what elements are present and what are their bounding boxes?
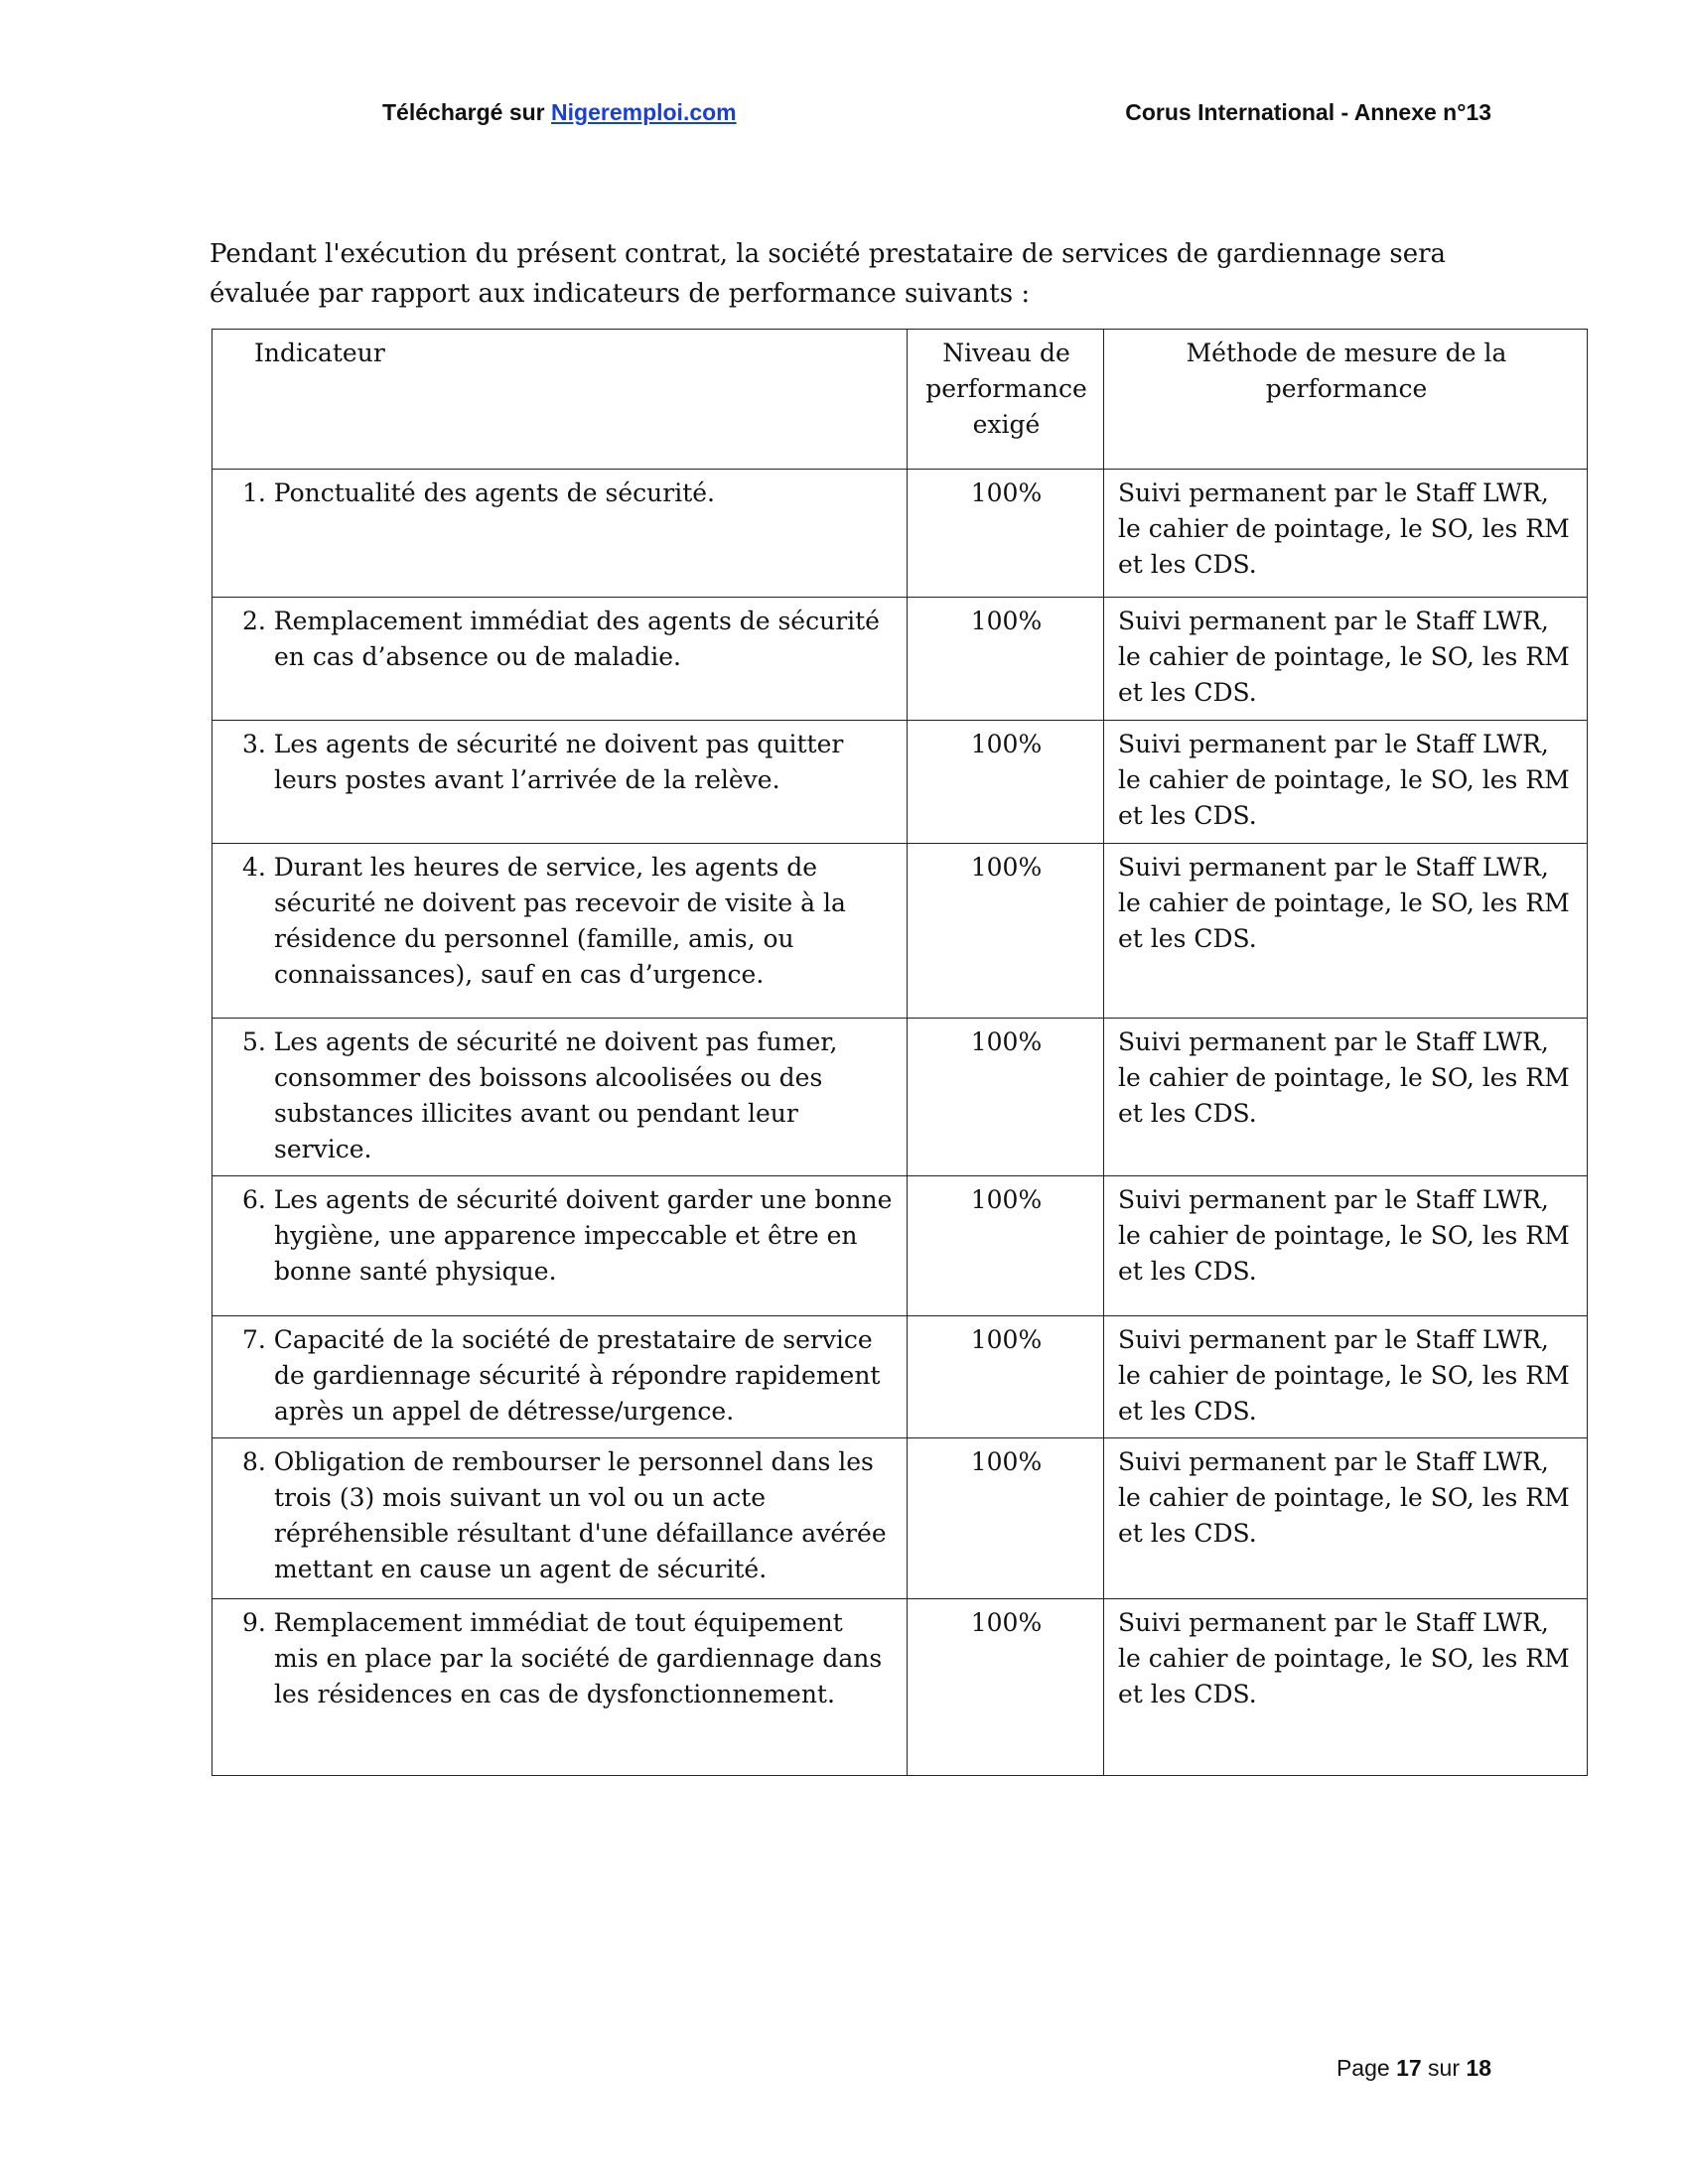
table-row — [212, 1176, 1588, 1316]
level-cell: 100% — [908, 844, 1104, 1019]
download-prefix: Téléchargé sur — [382, 99, 552, 125]
indicator-text: 8. Obligation de rembourser le personnel dans les trois (3) mois suivant un vol ou un acte répréhensible résultant d'une défaillance avérée mettant en cause un agent de sécurité. — [242, 1447, 887, 1583]
indicator-cell — [212, 1176, 908, 1316]
header-method: Méthode de mesure de la performance — [1104, 330, 1588, 470]
header-level: Niveau de performance exigé — [908, 330, 1104, 470]
indicator-cell — [212, 1316, 908, 1438]
table-row — [212, 844, 1588, 1019]
indicator-cell — [212, 1438, 908, 1599]
indicator-text: 7. Capacité de la société de prestataire de service de gardiennage sécurité à répondre rapidement après un appel de détresse/urgence. — [242, 1325, 881, 1426]
intro-paragraph: Pendant l'exécution du présent contrat, la société prestataire de services de gardiennage sera évaluée par rapport aux indicateurs de performance suivants : — [210, 239, 1447, 309]
level-cell: 100% — [908, 598, 1104, 721]
indicator-cell — [212, 1019, 908, 1176]
indicator-text: 5. Les agents de sécurité ne doivent pas fumer, consommer des boissons alcoolisées ou des substances illicites avant ou pendant leur service. — [242, 1027, 838, 1163]
level-cell: 100% — [908, 1438, 1104, 1599]
page-word: Page — [1336, 2055, 1397, 2081]
level-cell: 100% — [908, 1019, 1104, 1176]
method-cell: Suivi permanent par le Staff LWR, le cahier de pointage, le SO, les RM et les CDS. — [1104, 844, 1588, 1019]
method-cell: Suivi permanent par le Staff LWR, le cahier de pointage, le SO, les RM et les CDS. — [1104, 1316, 1588, 1438]
indicator-text: 4. Durant les heures de service, les agents de sécurité ne doivent pas recevoir de visite à la résidence du personnel (famille, amis, ou connaissances), sauf en cas d’urgence. — [242, 853, 846, 989]
table-row — [212, 721, 1588, 844]
method-cell: Suivi permanent par le Staff LWR, le cahier de pointage, le SO, les RM et les CDS. — [1104, 598, 1588, 721]
level-cell: 100% — [908, 1316, 1104, 1438]
method-cell: Suivi permanent par le Staff LWR, le cahier de pointage, le SO, les RM et les CDS. — [1104, 1599, 1588, 1776]
indicator-cell — [212, 1599, 908, 1776]
download-link[interactable]: Nigeremploi.com — [551, 99, 737, 125]
level-cell: 100% — [908, 721, 1104, 844]
table-row — [212, 1019, 1588, 1176]
page-number — [1336, 2055, 1491, 2082]
method-cell: Suivi permanent par le Staff LWR, le cahier de pointage, le SO, les RM et les CDS. — [1104, 1176, 1588, 1316]
indicator-text: 6. Les agents de sécurité doivent garder une bonne hygiène, une apparence impeccable et être en bonne santé physique. — [242, 1185, 893, 1286]
method-cell: Suivi permanent par le Staff LWR, le cahier de pointage, le SO, les RM et les CDS. — [1104, 1019, 1588, 1176]
performance-table — [211, 329, 1588, 1776]
table-row — [212, 1438, 1588, 1599]
table-header-row — [212, 330, 1588, 470]
annex-title: Corus International - Annexe n°13 — [1125, 99, 1491, 125]
indicator-cell — [212, 598, 908, 721]
page-total: 18 — [1466, 2055, 1491, 2081]
download-source — [382, 99, 737, 126]
page-header — [0, 99, 1688, 139]
method-cell: Suivi permanent par le Staff LWR, le cahier de pointage, le SO, les RM et les CDS. — [1104, 1438, 1588, 1599]
method-cell: Suivi permanent par le Staff LWR, le cahier de pointage, le SO, les RM et les CDS. — [1104, 721, 1588, 844]
page-current: 17 — [1396, 2055, 1422, 2081]
indicator-text: 2. Remplacement immédiat des agents de sécurité en cas d’absence ou de maladie. — [242, 607, 880, 671]
indicator-text: 1. Ponctualité des agents de sécurité. — [242, 478, 716, 507]
indicator-text: 9. Remplacement immédiat de tout équipement mis en place par la société de gardiennage dans les résidences en cas de dysfonctionnement. — [242, 1608, 883, 1708]
indicator-cell — [212, 721, 908, 844]
table-row — [212, 598, 1588, 721]
level-cell: 100% — [908, 1176, 1104, 1316]
table-row — [212, 1599, 1588, 1776]
level-cell: 100% — [908, 470, 1104, 598]
table-row — [212, 470, 1588, 598]
indicator-text: 3. Les agents de sécurité ne doivent pas quitter leurs postes avant l’arrivée de la relève. — [242, 730, 844, 794]
table-row — [212, 1316, 1588, 1438]
of-word: sur — [1421, 2055, 1467, 2081]
header-indicator: Indicateur — [212, 330, 908, 470]
method-cell: Suivi permanent par le Staff LWR, le cahier de pointage, le SO, les RM et les CDS. — [1104, 470, 1588, 598]
level-cell: 100% — [908, 1599, 1104, 1776]
indicator-cell — [212, 470, 908, 598]
indicator-cell — [212, 844, 908, 1019]
